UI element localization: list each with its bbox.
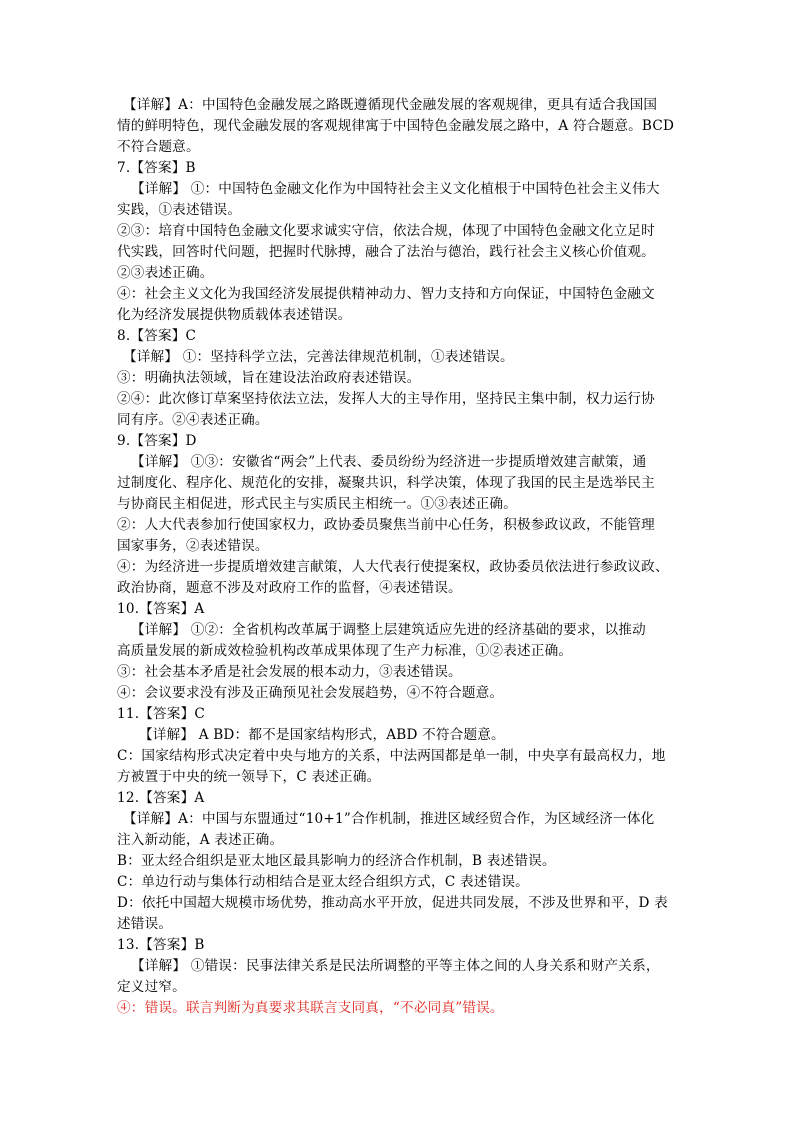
doc-line: D：依托中国超大规模市场优势，推动高水平开放，促进共同发展，不涉及世界和平，D 表	[117, 895, 668, 911]
doc-line: 过制度化、程序化、规范化的安排，凝聚共识，科学决策，体现了我国的民主是选举民主	[117, 475, 655, 491]
doc-line: 情的鲜明特色，现代金融发展的客观规律寓于中国特色金融发展之路中，A 符合题意。BCD	[117, 118, 675, 134]
doc-line: 【详解】 ①错误：民事法律关系是民法所调整的平等主体之间的人身关系和财产关系，	[131, 958, 660, 974]
answer-heading: 7.【答案】B	[117, 160, 196, 176]
doc-line: 【详解】 ①③：安徽省“两会”上代表、委员纷纷为经济进一步提质增效建言献策，通	[131, 454, 647, 470]
doc-line: 【详解】 ①：中国特色金融文化作为中国特社会主义文化植根于中国特色社会主义伟大	[131, 181, 660, 197]
doc-line: ②③：培育中国特色金融文化要求诚实守信，依法合规，体现了中国特色金融文化立足时	[117, 223, 655, 239]
doc-line: 【详解】A：中国与东盟通过“10+1”合作机制，推进区域经贸合作，为区域经济一体化	[123, 811, 655, 827]
doc-line: 实践，①表述错误。	[117, 202, 242, 218]
answer-heading: 8.【答案】C	[117, 328, 197, 344]
doc-line: 不符合题意。	[117, 139, 200, 155]
doc-line: ②③表述正确。	[117, 265, 214, 281]
doc-line: 国家事务，②表述错误。	[117, 538, 269, 554]
doc-line: 代实践，回答时代问题，把握时代脉搏，融合了法治与德治，践行社会主义核心价值观。	[117, 244, 655, 260]
answer-heading: 13.【答案】B	[117, 937, 205, 953]
doc-line: 高质量发展的新成效检验机构改革成果体现了生产力标准，①②表述正确。	[117, 643, 573, 659]
answer-heading: 11.【答案】C	[117, 706, 205, 722]
answer-explanation-document	[117, 95, 687, 1019]
doc-line: B：亚太经合组织是亚太地区最具影响力的经济合作机制，B 表述错误。	[117, 853, 556, 869]
doc-line: 定义过窄。	[117, 979, 186, 995]
doc-line: 【详解】 ①：坚持科学立法，完善法律规范机制，①表述错误。	[123, 349, 514, 365]
doc-line: ③：社会基本矛盾是社会发展的根本动力，③表述错误。	[117, 664, 462, 680]
doc-line: 与协商民主相促进，形式民主与实质民主相统一。①③表述正确。	[117, 496, 518, 512]
doc-line: 化为经济发展提供物质载体表述错误。	[117, 307, 352, 323]
doc-line: ②④：此次修订草案坚持依法立法，发挥人大的主导作用，坚持民主集中制，权力运行协	[117, 391, 655, 407]
doc-line: ④：会议要求没有涉及正确预见社会发展趋势，④不符合题意。	[117, 685, 504, 701]
doc-line: 【详解】 A BD：都不是国家结构形式，ABD 不符合题意。	[139, 727, 505, 743]
doc-line: ③：明确执法领域，旨在建设法治政府表述错误。	[117, 370, 421, 386]
doc-line: ④：为经济进一步提质增效建言献策，人大代表行使提案权，政协委员依法进行参政议政、	[117, 559, 669, 575]
doc-line: 方被置于中央的统一领导下，C 表述正确。	[117, 769, 381, 785]
doc-line: ④：社会主义文化为我国经济发展提供精神动力、智力支持和方向保证，中国特色金融文	[117, 286, 655, 302]
doc-line: 【详解】 ①②：全省机构改革属于调整上层建筑适应先进的经济基础的要求，以推动	[131, 622, 646, 638]
doc-line: ②：人大代表参加行使国家权力，政协委员聚焦当前中心任务，积极参政议政，不能管理	[117, 517, 655, 533]
doc-line: C：单边行动与集体行动相结合是亚太经合组织方式，C 表述错误。	[117, 874, 529, 890]
answer-heading: 9.【答案】D	[117, 433, 197, 449]
doc-line: 【详解】A：中国特色金融发展之路既遵循现代金融发展的客观规律，更具有适合我国国	[123, 97, 658, 113]
doc-line: 述错误。	[117, 916, 173, 932]
doc-line: 政治协商，题意不涉及对政府工作的监督，④表述错误。	[117, 580, 462, 596]
doc-line: 注入新动能，A 表述正确。	[117, 832, 284, 848]
doc-line: C：国家结构形式决定着中央与地方的关系，中法两国都是单一制，中央享有最高权力，地	[117, 748, 666, 764]
highlighted-line: ④：错误。联言判断为真要求其联言支同真，“不必同真”错误。	[117, 1000, 504, 1016]
answer-heading: 10.【答案】A	[117, 601, 205, 617]
doc-line: 同有序。②④表述正确。	[117, 412, 269, 428]
answer-heading: 12.【答案】A	[117, 790, 205, 806]
